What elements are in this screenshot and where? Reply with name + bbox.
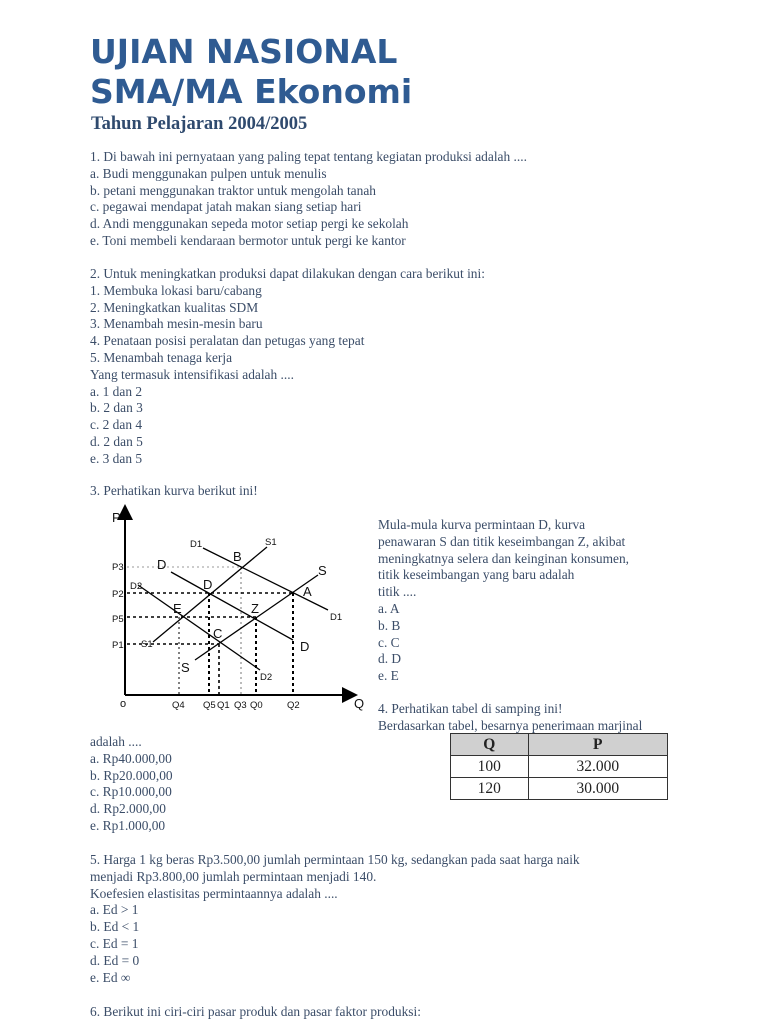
question-5 [90, 852, 580, 986]
text-line: e. Ed ∞ [90, 969, 131, 985]
text-line: Mula-mula kurva permintaan D, kurva [378, 517, 586, 532]
q3-label: Q3 [234, 700, 247, 711]
text-line: 3. Menambah mesin-mesin baru [90, 316, 263, 332]
doc-title-line2: SMA/MA Ekonomi [90, 72, 413, 111]
text-line: titik .... [378, 584, 417, 600]
y-axis-label: P [112, 510, 121, 525]
text-line: 1. Membuka lokasi baru/cabang [90, 282, 262, 298]
p3-label: P3 [112, 562, 124, 573]
text-line: titik keseimbangan yang baru adalah [378, 567, 575, 583]
q5-label: Q5 [203, 700, 216, 711]
text-line: e. Rp1.000,00 [90, 817, 166, 833]
table-header-row [451, 734, 668, 756]
cell-p: 32.000 [528, 756, 667, 778]
s-label-top: S [318, 563, 327, 578]
q2-label: Q2 [287, 700, 300, 711]
text-line: e. 3 dan 5 [90, 450, 143, 466]
question-1 [90, 149, 527, 250]
text-line: 3. Perhatikan kurva berikut ini! [90, 483, 258, 498]
question-6 [90, 1004, 421, 1021]
cell-q: 100 [451, 756, 529, 778]
point-a: A [303, 584, 312, 599]
table-row [451, 778, 668, 800]
d-label-top: D [157, 557, 167, 572]
text-line: b. Ed < 1 [90, 919, 140, 935]
x-axis-label: Q [354, 696, 365, 711]
text-line: penawaran S dan titik keseimbangan Z, akibat [378, 533, 626, 549]
d-label-bottom: D [300, 639, 310, 654]
supply-demand-graph [85, 500, 375, 720]
s-label-bottom: S [181, 660, 190, 675]
point-z: Z [251, 601, 259, 616]
text-line: a. Budi menggunakan pulpen untuk menulis [90, 165, 327, 181]
question-2 [90, 266, 485, 468]
text-line: b. petani menggunakan traktor untuk mengolah tanah [90, 182, 376, 198]
table-row [451, 756, 668, 778]
text-line: c. Ed = 1 [90, 935, 139, 951]
d2-label-bottom: D2 [260, 672, 273, 683]
question-4-options [90, 734, 173, 835]
header-p: P [528, 734, 667, 756]
text-line: Berdasarkan tabel, besarnya penerimaan marjinal [378, 717, 643, 733]
text-line: Yang termasuk intensifikasi adalah .... [90, 366, 294, 382]
text-line: c. pegawai mendapat jatah makan siang setiap hari [90, 199, 362, 215]
text-line: 2. Untuk meningkatkan produksi dapat dilakukan dengan cara berikut ini: [90, 266, 485, 281]
d1-label-bottom: D1 [330, 612, 343, 623]
text-line: d. Rp2.000,00 [90, 801, 166, 817]
doc-subtitle: Tahun Pelajaran 2004/2005 [91, 114, 308, 134]
point-c: C [213, 626, 223, 641]
text-line: 1. Di bawah ini pernyataan yang paling tepat tentang kegiatan produksi adalah .... [90, 149, 527, 164]
text-line: e. Toni membeli kendaraan bermotor untuk pergi ke kantor [90, 232, 406, 248]
q0-label: Q0 [250, 700, 263, 711]
text-line: Koefesien elastisitas permintaannya adalah .... [90, 885, 338, 901]
text-line: e. E [378, 668, 399, 684]
cell-q: 120 [451, 778, 529, 800]
point-d: D [203, 577, 213, 592]
text-line: d. 2 dan 5 [90, 433, 143, 449]
text-line: a. Ed > 1 [90, 902, 139, 918]
curve-s1 [153, 547, 267, 642]
text-line: 5. Menambah tenaga kerja [90, 349, 233, 365]
d2-label-top: D2 [130, 581, 143, 592]
text-line: d. Andi menggunakan sepeda motor setiap pergi ke sekolah [90, 216, 409, 232]
point-e: E [173, 601, 182, 616]
text-line: d. Ed = 0 [90, 952, 140, 968]
question-3 [90, 483, 258, 500]
p1-label: P1 [112, 640, 124, 651]
point-b: B [233, 549, 242, 564]
text-line: meningkatnya selera dan keinginan konsumen, [378, 550, 630, 566]
q4-label: Q4 [172, 700, 185, 711]
text-line: 5. Harga 1 kg beras Rp3.500,00 jumlah permintaan 150 kg, sedangkan pada saat harga naik [90, 852, 580, 867]
q1-label: Q1 [217, 700, 230, 711]
s1-label: S1 [265, 537, 277, 548]
text-line: 4. Perhatikan tabel di samping ini! [378, 701, 563, 716]
text-line: b. Rp20.000,00 [90, 767, 173, 783]
text-line: adalah .... [90, 734, 142, 749]
text-line: a. Rp40.000,00 [90, 750, 172, 766]
text-line: d. D [378, 651, 402, 667]
text-line: 2. Meningkatkan kualitas SDM [90, 299, 259, 315]
origin-label: o [120, 698, 127, 710]
p5-label: P5 [112, 614, 124, 625]
text-line: 4. Penataan posisi peralatan dan petugas yang tepat [90, 333, 365, 349]
curve-d [171, 572, 293, 640]
question-3-text [378, 517, 629, 685]
price-quantity-table [450, 733, 668, 800]
header-q: Q [451, 734, 529, 756]
cell-p: 30.000 [528, 778, 667, 800]
text-line: a. 1 dan 2 [90, 383, 143, 399]
text-line: b. 2 dan 3 [90, 400, 143, 416]
doc-title-line1: UJIAN NASIONAL [90, 32, 398, 71]
d1-label-top: D1 [190, 539, 203, 550]
s1-label-bottom: S1 [141, 639, 153, 650]
text-line: c. Rp10.000,00 [90, 784, 172, 800]
text-line: 6. Berikut ini ciri-ciri pasar produk dan pasar faktor produksi: [90, 1004, 421, 1019]
text-line: b. B [378, 617, 401, 633]
text-line: a. A [378, 600, 400, 616]
text-line: c. C [378, 634, 400, 650]
question-4 [378, 701, 642, 735]
text-line: c. 2 dan 4 [90, 417, 143, 433]
p2-label: P2 [112, 589, 124, 600]
text-line: menjadi Rp3.800,00 jumlah permintaan menjadi 140. [90, 868, 377, 884]
